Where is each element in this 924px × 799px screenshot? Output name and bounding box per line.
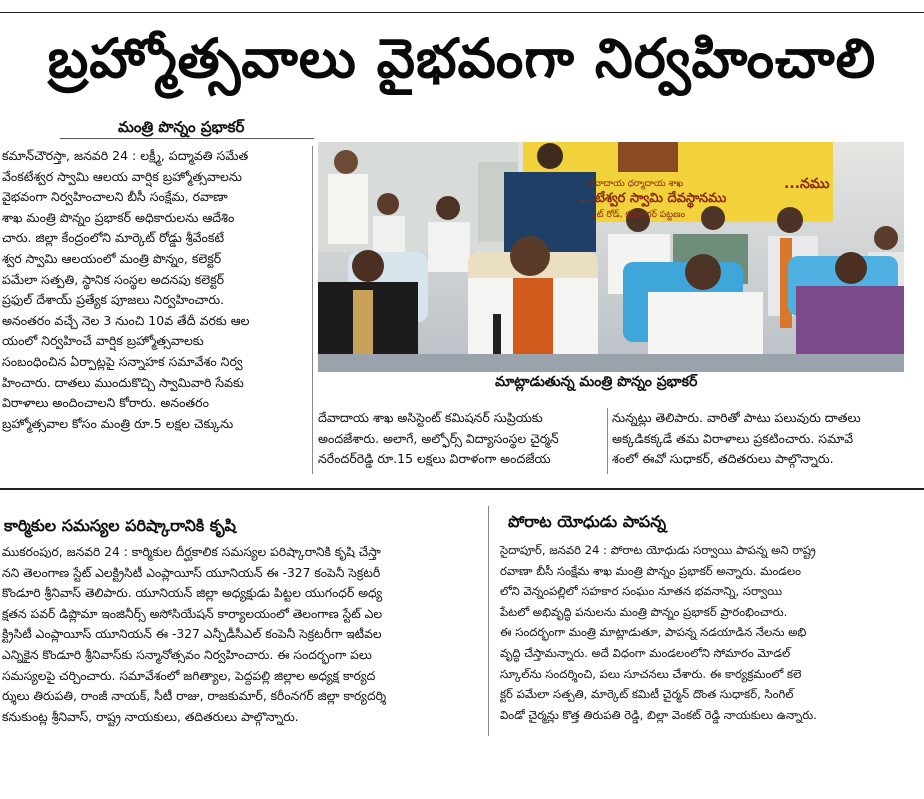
text-line: పేటలో అభివృద్ధి పనులను మంత్రి పొన్నం ప్రభాకర్ ప్రారంభించారు. (500, 604, 788, 619)
text-line: ఎన్నికైన కొండూరి శ్రీనివాస్‌కు సన్మానోత్సవం నిర్వహించారు. ఈ సందర్భంగా పలు (2, 647, 372, 662)
text-line: విరాళాలు అందించాలని కోరారు. అనంతరం (2, 395, 209, 411)
text-line: శ్వర స్వామి ఆలయంలో మంత్రి పొన్నం, కలెక్టర్ (2, 250, 222, 266)
text-line: శంలో ఈవో సుధాకర్, తదితరులు పాల్గొన్నారు. (612, 451, 834, 467)
story1-mid-column (318, 408, 604, 470)
top-rule (0, 12, 924, 13)
text-line: లోని వెన్నంపల్లిలో సహకార సంఘం నూతన భవనాన్ని, సర్వాయి (500, 584, 783, 599)
story3-title: పోరాట యోధుడు పాపన్న (508, 512, 667, 531)
text-line: దేవాదాయ శాఖ అసిస్టెంట్ కమిషనర్ సుప్రియకు (318, 410, 543, 425)
headline: బ్రహ్మోత్సవాలు వైభవంగా నిర్వహించాలి (47, 27, 877, 90)
photo-illustration (318, 142, 904, 372)
column-rule (488, 506, 489, 736)
text-line: ముకరంపుర, జనవరి 24 : కార్మికుల దీర్ఘకాలిక సమస్యల పరిష్కారానికి కృషి చేస్తా (2, 545, 381, 559)
text-line: కనుకుంట్ల శ్రీనివాస్, రాష్ట్ర నాయకులు, తదితరులు పాల్గొన్నారు. (2, 709, 299, 724)
text-line: ఈ సందర్భంగా మంత్రి మాట్లాడుతూ, పాపన్న నడయాడిన నేలను అభి (500, 625, 807, 640)
text-line: వేంకటేశ్వర స్వామి ఆలయ వార్షిక బ్రహ్మోత్సవాలను (2, 168, 242, 184)
text-line: పమేలా సత్పతి, స్థానిక సంస్థల అదనపు కలెక్టర్ (2, 271, 225, 287)
text-line: అక్కడికక్కడే తమ విరాళాలు ప్రకటించారు. సమావే (612, 430, 854, 446)
news-photo (318, 142, 904, 372)
section-rule (0, 488, 924, 490)
photo-caption: మాట్లాడుతున్న మంత్రి పొన్నం ప్రభాకర్ (495, 374, 698, 390)
story1-right-column (612, 408, 906, 470)
banner-text: ...నము (784, 176, 830, 192)
story2-title: కార్మికుల సమస్యల పరిష్కారానికి కృషి (4, 516, 236, 535)
text-line: రవాణా బీసీ సంక్షేమ శాఖ మంత్రి పొన్నం ప్రభాకర్ అన్నారు. మండలం (500, 563, 801, 578)
text-line: ప్రఫుల్ దేశాయ్ ప్రత్యేక పూజలు నిర్వహించారు. (2, 292, 225, 308)
text-line: శాఖ మంత్రి పొన్నం ప్రభాకర్ అధికారులను ఆదేశిం (2, 209, 235, 225)
banner-text: ...ట్ రోడ్, కరీంనగర్ పట్టణం (588, 210, 686, 220)
text-line: హించారు. దాతలు ముందుకొచ్చి స్వామివారి సేవకు (2, 374, 244, 390)
text-line: ర్శులు తిరుపతి, రాంజీ నాయక్, సీటీ రాజు, రాజకుమార్, కరీంనగర్ జిల్లా కార్యదర్శి (2, 689, 387, 704)
story2-body (2, 542, 480, 727)
byline: మంత్రి పొన్నం ప్రభాకర్ (118, 118, 245, 136)
text-line: విండో చైర్మన్లు కొత్త తిరుపతి రెడ్డి, బిల్లా వెంకట్ రెడ్డి నాయకులు ఉన్నారు. (500, 707, 817, 722)
text-line: యంలో నిర్వహించే వార్షిక బ్రహ్మోత్సవాలకు (2, 333, 204, 349)
text-line: బ్రహ్మోత్సవాల కోసం మంత్రి రూ.5 లక్షల చెక్కును (2, 415, 234, 431)
text-line: సంబంధించిన ఏర్పాట్లపై సన్నాహక సమావేశం నిర్వ (2, 353, 243, 369)
text-line: అందజేశారు. అలాగే, అల్ఫోర్స్ విద్యాసంస్థల చైర్మన్ (318, 430, 559, 446)
text-line: క్టర్ పమేలా సత్పతి, మార్కెట్ కమిటీ చైర్మన్ దొంత సుధాకర్, సింగిల్ (500, 687, 794, 702)
text-line: వృద్ధి చేస్తామన్నారు. అదే విధంగా మండలంలోని సోమారం మోడల్ (500, 645, 791, 660)
banner-text: ...టేశ్వర స్వామి దేవస్థానము (580, 191, 727, 206)
text-line: చారు. జిల్లా కేంద్రంలోని మార్కెట్ రోడ్డు శ్రీవేంకటే (2, 230, 225, 246)
story3-body (500, 540, 904, 725)
text-line: కమాన్‌చౌరస్తా, జనవరి 24 : లక్ష్మీ, పద్మావతి సమేత (2, 148, 249, 163)
column-rule (312, 146, 313, 474)
text-line: క్ట్రిసిటీ ఎంప్లాయీస్ యూనియన్ ఈ -327 ఎన్పీడీసీఎల్ కంపెనీ సెక్రటరీగా ఇటీవల (2, 627, 382, 642)
text-line: వైభవంగా నిర్వహించాలని బీసీ సంక్షేమ, రవాణా (2, 189, 228, 205)
text-line: నని తెలంగాణ స్టేట్ ఎలక్ట్రిసిటీ ఎంప్లాయీస్ యూనియన్ ఈ -327 కంపెనీ సెక్రటరీ (2, 565, 381, 580)
text-line: నరేందర్‌రెడ్డి రూ.15 లక్షలు విరాళంగా అందజేయ (318, 451, 551, 467)
text-line: క్షతన పవర్ డిప్లొమా ఇంజినీర్స్ అసోసియేషన్ కార్యాలయంలో తెలంగాణ స్టేట్ ఎల (2, 606, 383, 621)
banner-text: దేవాదాయ ధర్మాదాయ శాఖ (588, 179, 684, 189)
text-line: నున్నట్లు తెలిపారు. వారితో పాటు పలువురు దాతలు (612, 410, 861, 425)
column-rule (607, 408, 608, 474)
text-line: కొండూరి శ్రీనివాస్ తెలిపారు. యూనియన్ జిల్లా అధ్యక్షుడు పిట్టల యుగంధర్ అధ్య (2, 586, 383, 601)
text-line: సైదాపూర్, జనవరి 24 : పోరాట యోధుడు సర్వాయి పాపన్న అని రాష్ట్ర (500, 543, 816, 557)
text-line: స్కూల్‌ను సందర్శించి, పలు సూచనలు చేశారు. ఈ కార్యక్రమంలో కలె (500, 666, 802, 681)
text-line: సమస్యలపై చర్చించారు. సమావేశంలో జగిత్యాల, పెద్దపల్లి జిల్లాల అధ్యక్ష కార్యద (2, 668, 376, 683)
story1-left-column (2, 146, 308, 434)
text-line: అనంతరం వచ్చే నెల 3 నుంచి 10వ తేదీ వరకు ఆల (2, 312, 250, 328)
